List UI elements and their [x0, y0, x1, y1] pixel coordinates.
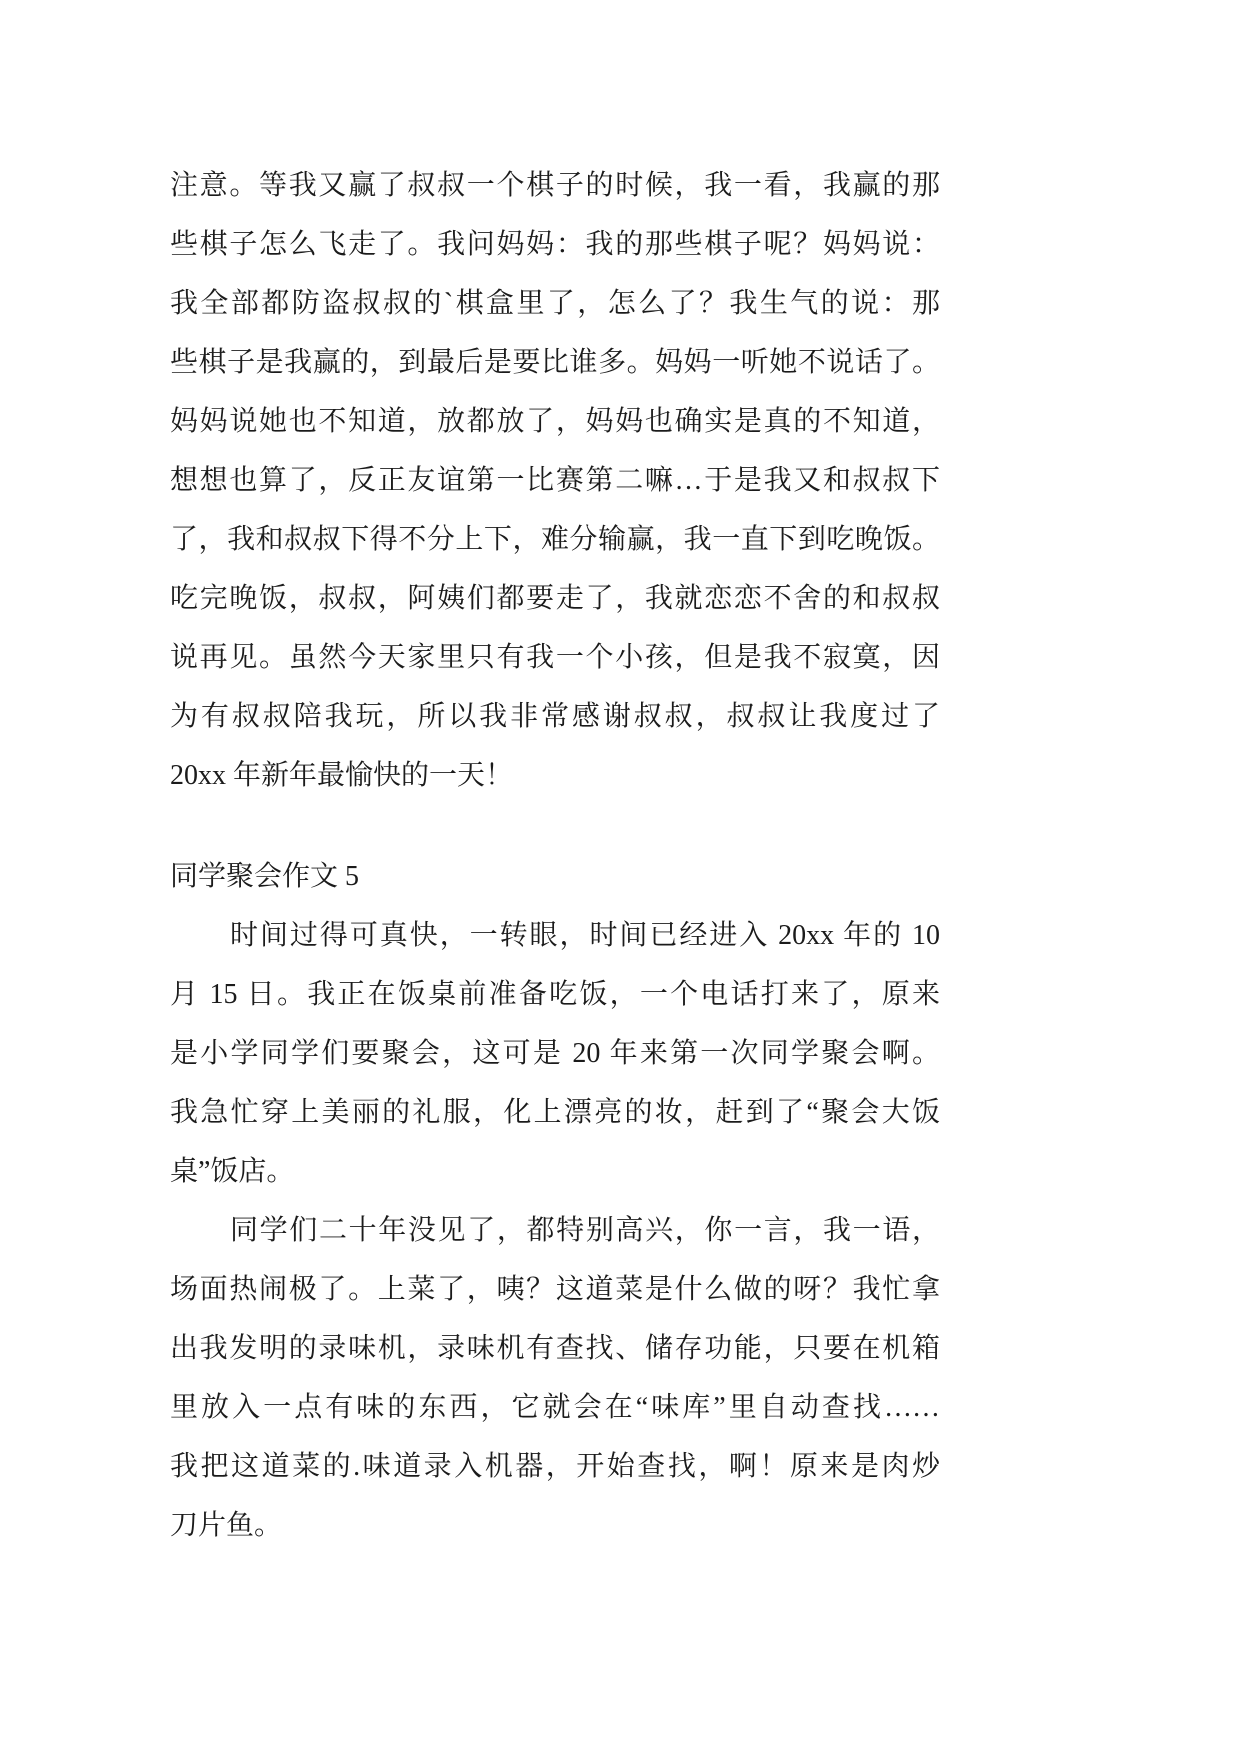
text-line: 我全部都防盗叔叔的`棋盒里了，怎么了？我生气的说：那 [170, 288, 940, 319]
text-line: 场面热闹极了。上菜了，咦？这道菜是什么做的呀？我忙拿 [170, 1274, 940, 1305]
essay-paragraph [170, 1201, 940, 1555]
text-line: 我把这道菜的.味道录入机器，开始查找，啊！原来是肉炒 [170, 1451, 940, 1482]
text-line: 我急忙穿上美丽的礼服，化上漂亮的妆，赶到了“聚会大饭 [170, 1097, 940, 1128]
text-line: 想想也算了，反正友谊第一比赛第二嘛…于是我又和叔叔下 [170, 465, 940, 496]
text-line: 时间过得可真快，一转眼，时间已经进入 20xx 年的 10 [230, 920, 940, 951]
text-line: 里放入一点有味的东西，它就会在“味库”里自动查找…… [170, 1392, 940, 1423]
text-line: 注意。等我又赢了叔叔一个棋子的时候，我一看，我赢的那 [170, 170, 940, 201]
text-line: 了，我和叔叔下得不分上下，难分输赢，我一直下到吃晚饭。 [170, 524, 940, 555]
text-line: 些棋子怎么飞走了。我问妈妈：我的那些棋子呢？妈妈说： [170, 229, 940, 260]
text-line: 些棋子是我赢的，到最后是要比谁多。妈妈一听她不说话了。 [170, 347, 940, 378]
essay-section [170, 847, 940, 1555]
text-line: 妈妈说她也不知道，放都放了，妈妈也确实是真的不知道， [170, 406, 940, 437]
text-line: 同学们二十年没见了，都特别高兴，你一言，我一语， [230, 1215, 940, 1246]
section-heading: 同学聚会作文 5 [170, 861, 360, 892]
text-line: 吃完晚饭，叔叔，阿姨们都要走了，我就恋恋不舍的和叔叔 [170, 583, 940, 614]
text-line: 月 15 日。我正在饭桌前准备吃饭，一个电话打来了，原来 [170, 979, 940, 1010]
text-line: 出我发明的录味机，录味机有查找、储存功能，只要在机箱 [170, 1333, 940, 1364]
text-line: 是小学同学们要聚会，这可是 20 年来第一次同学聚会啊。 [170, 1038, 940, 1069]
text-line: 20xx 年新年最愉快的一天！ [170, 760, 514, 791]
text-line: 刀片鱼。 [170, 1510, 283, 1541]
continued-paragraph [170, 156, 940, 805]
essay-paragraph [170, 906, 940, 1201]
text-line: 桌”饭店。 [170, 1156, 295, 1187]
text-line: 为有叔叔陪我玩，所以我非常感谢叔叔，叔叔让我度过了 [170, 701, 940, 732]
text-line: 说再见。虽然今天家里只有我一个小孩，但是我不寂寞，因 [170, 642, 940, 673]
